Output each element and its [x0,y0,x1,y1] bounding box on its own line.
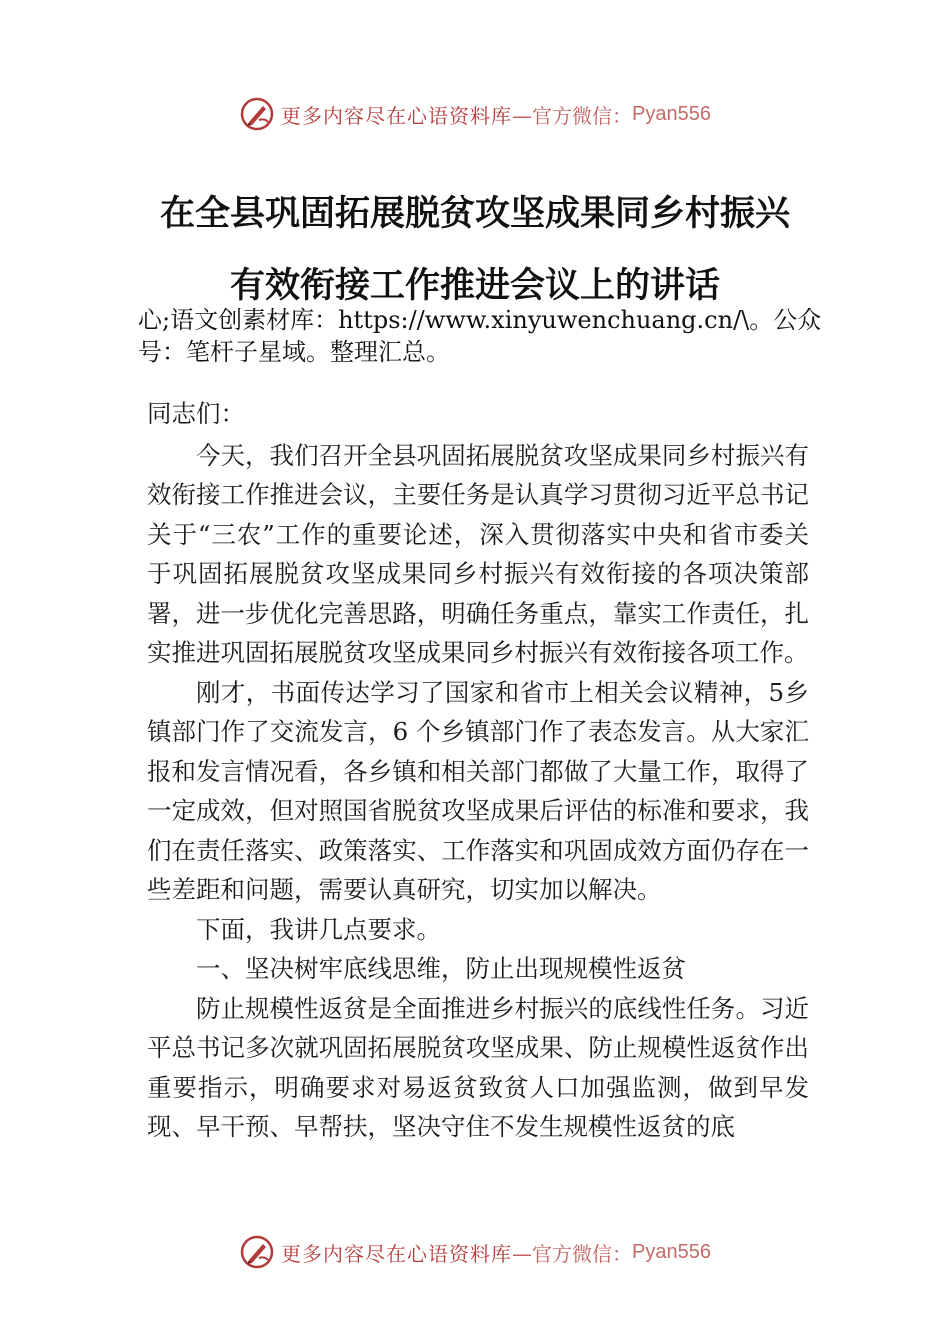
document-title-line1: 在全县巩固拓展脱贫攻坚成果同乡村振兴 [159,193,790,234]
pen-logo-icon [239,96,275,132]
header-watermark [0,92,950,136]
footer-watermark [0,1230,950,1274]
paragraph: 刚才，书面传达学习了国家和省市上相关会议精神，5乡镇部门作了交流发言，6 个乡镇部门作了表态发言。从大家汇报和发言情况看，各乡镇和相关部门都做了大量工作，取得了一定成效，但对照国省脱贫攻坚成果后评估的标准和要求，我们在责任落实、政策落实、工作落实和巩固成效方面仍存在一些差距和问题，需要认真研究，切实加以解决。 [147,677,809,904]
salutation: 同志们： [147,399,245,428]
paragraph: 今天，我们召开全县巩固拓展脱贫攻坚成果同乡村振兴有效衔接工作推进会议，主要任务是认真学习贯彻习近平总书记关于“三农”工作的重要论述，深入贯彻落实中央和省市委关于巩固拓展脱贫攻坚成果同乡村振兴有效衔接的各项决策部署，进一步优化完善思路，明确任务重点，靠实工作责任，扎实推进巩固拓展脱贫攻坚成果同乡村振兴有效衔接各项工作。 [147,440,809,667]
watermark-text: 更多内容尽在心语资料库 [281,103,513,128]
watermark-account: Pyan556 [632,102,711,125]
document-title-line2: 有效衔接工作推进会议上的讲话 [229,265,720,306]
section-heading: 一、坚决树牢底线思维，防止出现规模性返贫 [196,954,686,983]
paragraph: 防止规模性返贫是全面推进乡村振兴的底线性任务。习近平总书记多次就巩固拓展脱贫攻坚成果、防止规模性返贫作出重要指示，明确要求对易返贫致贫人口加强监测，做到早发现、早干预、早帮扶，坚决守住不发生规模性返贫的底 [147,993,809,1141]
pen-logo-icon [239,1234,275,1270]
watermark-text: 更多内容尽在心语资料库 [281,1241,513,1266]
watermark-separator: —官方微信： [512,1241,633,1266]
watermark-account: Pyan556 [632,1240,711,1263]
watermark-separator: —官方微信： [512,103,633,128]
paragraph: 下面，我讲几点要求。 [196,914,441,944]
document-body [147,394,809,1147]
source-note: 心;语文创素材库：https://www.xinyuwenchuang.cn/\。公众号：笔杆子星域。整理汇总。 [138,306,822,366]
